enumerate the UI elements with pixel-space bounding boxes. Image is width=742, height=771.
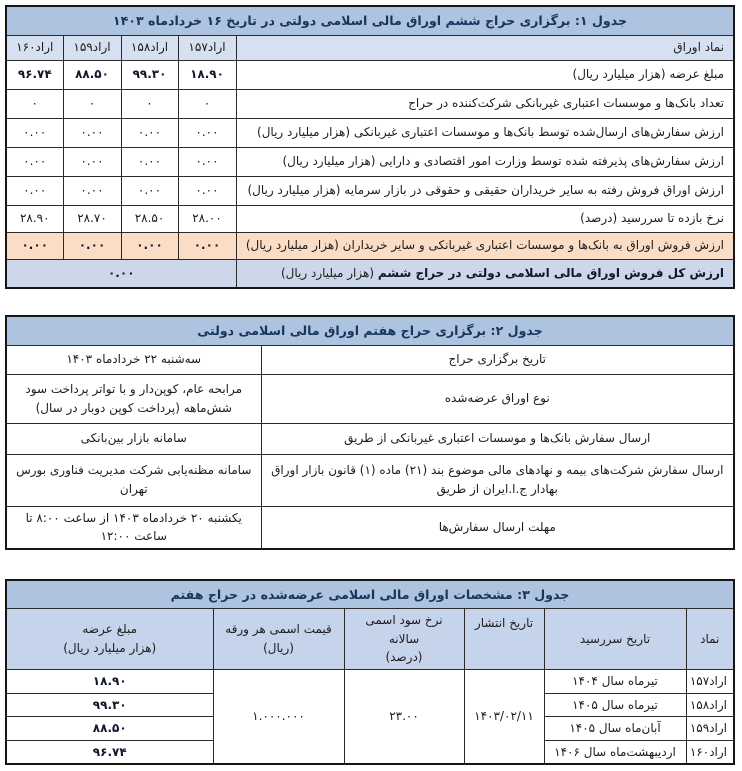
table1-title: جدول ۱: برگزاری حراج ششم اوراق مالی اسلامی دولتی در تاریخ ۱۶ خردادماه ۱۴۰۳: [6, 6, 734, 35]
row-label: ارزش سفارش‌های پذیرفته شده توسط وزارت امور اقتصادی و دارایی (هزار میلیارد ریال): [236, 147, 734, 176]
cell-value: ۱۸.۹۰: [178, 60, 236, 89]
maturity-cell: تیرماه سال ۱۴۰۴: [544, 669, 686, 693]
maturity-cell: تیرماه سال ۱۴۰۵: [544, 693, 686, 717]
header-line2: (هزار میلیارد ریال): [63, 641, 157, 656]
table3-header-row: [6, 609, 734, 670]
table-seventh-auction-info: [5, 315, 735, 550]
table1-row-sale-value-highlighted: [6, 232, 734, 259]
table1-header-row: [6, 35, 734, 60]
row-value: سه‌شنبه ۲۲ خردادماه ۱۴۰۳: [6, 345, 261, 374]
row-label: تعداد بانک‌ها و موسسات اعتباری غیربانکی شرکت‌کننده در حراج: [236, 89, 734, 118]
cell-value: ۰: [63, 89, 121, 118]
cell-value: ۰.۰۰: [63, 176, 121, 205]
cell-value: ۲۸.۵۰: [121, 205, 178, 232]
table1-column-arad160: اراد۱۶۰: [6, 35, 63, 60]
cell-value: ۰.۰۰: [6, 118, 63, 147]
header-line2: (درصد): [385, 650, 423, 665]
cell-value: ۸۸.۵۰: [63, 60, 121, 89]
table2-row-order-deadline: [6, 506, 734, 549]
table2-row-bank-order-channel: [6, 423, 734, 454]
table-seventh-auction-securities-specs: [5, 579, 735, 766]
offer-amount-cell: ۹۶.۷۴: [6, 740, 213, 764]
table1-total-row: [6, 259, 734, 288]
cell-value: ۲۸.۹۰: [6, 205, 63, 232]
header-line1: نماد: [700, 631, 720, 646]
maturity-cell: اردیبهشت‌ماه سال ۱۴۰۶: [544, 740, 686, 764]
table2-row-auction-date: [6, 345, 734, 374]
symbol-cell: اراد۱۵۸: [686, 693, 734, 717]
table3-header-maturity-date: [544, 609, 686, 670]
table2-title-row: [6, 316, 734, 345]
cell-value: ۰.۰۰: [178, 147, 236, 176]
header-line1: تاریخ سررسید: [579, 631, 651, 646]
offer-amount-cell: ۹۹.۳۰: [6, 693, 213, 717]
maturity-cell: آبان‌ماه سال ۱۴۰۵: [544, 717, 686, 741]
row-label: مهلت ارسال سفارش‌ها: [261, 506, 734, 549]
row-value: سامانه بازار بین‌بانکی: [6, 423, 261, 454]
row-value: یکشنبه ۲۰ خردادماه ۱۴۰۳ از ساعت ۸:۰۰ تا ساعت ۱۲:۰۰: [6, 506, 261, 549]
cell-value: ۰.۰۰: [121, 147, 178, 176]
table2-title: جدول ۲: برگزاری حراج هفتم اوراق مالی اسلامی دولتی: [6, 316, 734, 345]
table1-row-participant-count: [6, 89, 734, 118]
cell-value: ۰.۰۰: [6, 176, 63, 205]
cell-value: ۰.۰۰: [121, 232, 178, 259]
table3-header-offer-amount: [6, 609, 213, 670]
cell-value: ۰.۰۰: [178, 118, 236, 147]
total-label-main: ارزش کل فروش اوراق مالی اسلامی دولتی در حراج ششم: [377, 265, 724, 280]
table3-header-issue-date: [464, 609, 544, 670]
row-label: ارسال سفارش شرکت‌های بیمه و نهادهای مالی موضوع بند (۲۱) ماده (۱) قانون بازار اوراق بهادار ج.ا.ایران از طریق: [261, 454, 734, 506]
row-label: ارزش سفارش‌های ارسال‌شده توسط بانک‌ها و موسسات اعتباری غیربانکی (هزار میلیارد ریال): [236, 118, 734, 147]
offer-amount-cell: ۱۸.۹۰: [6, 669, 213, 693]
symbol-cell: اراد۱۵۹: [686, 717, 734, 741]
table2-row-institution-order-channel: [6, 454, 734, 506]
table1-row-sold-capital-market: [6, 176, 734, 205]
table3-row-arad157: [6, 669, 734, 693]
table3-title: جدول ۳: مشخصات اوراق مالی اسلامی عرضه‌شده در حراج هفتم: [6, 580, 734, 609]
cell-value: ۰.۰۰: [63, 147, 121, 176]
cell-value: ۲۸.۰۰: [178, 205, 236, 232]
table3-header-coupon-rate: [344, 609, 464, 670]
cell-value: ۹۹.۳۰: [121, 60, 178, 89]
total-label-unit: (هزار میلیارد ریال): [280, 265, 375, 280]
cell-value: ۰.۰۰: [178, 176, 236, 205]
header-line1: قیمت اسمی هر ورقه: [225, 622, 332, 637]
cell-value: ۰: [178, 89, 236, 118]
cell-value: ۰.۰۰: [6, 232, 63, 259]
header-line1: مبلغ عرضه: [82, 622, 138, 637]
cell-value: ۲۸.۷۰: [63, 205, 121, 232]
offer-amount-cell: ۸۸.۵۰: [6, 717, 213, 741]
symbol-cell: اراد۱۶۰: [686, 740, 734, 764]
table1-row-yield-to-maturity: [6, 205, 734, 232]
table1-header-symbol-label: نماد اوراق: [236, 35, 734, 60]
face-value-cell: ۱.۰۰۰.۰۰۰: [213, 669, 344, 764]
cell-value: ۰: [6, 89, 63, 118]
header-line1: نرخ سود اسمی سالانه: [365, 613, 443, 646]
header-line2: (ریال): [263, 641, 294, 656]
coupon-rate-cell: ۲۳.۰۰: [344, 669, 464, 764]
row-label: تاریخ برگزاری حراج: [261, 345, 734, 374]
cell-value: ۰.۰۰: [121, 118, 178, 147]
cell-value: ۰: [121, 89, 178, 118]
table1-row-offer-amount: [6, 60, 734, 89]
table1-row-orders-sent: [6, 118, 734, 147]
row-label: نرخ بازده تا سررسید (درصد): [236, 205, 734, 232]
table3-title-row: [6, 580, 734, 609]
cell-value: ۰.۰۰: [63, 118, 121, 147]
table2-row-security-type: [6, 374, 734, 423]
row-value: مرابحه عام، کوپن‌دار و با تواتر پرداخت سود شش‌ماهه (پرداخت کوپن دوبار در سال): [6, 374, 261, 423]
cell-value: ۹۶.۷۴: [6, 60, 63, 89]
symbol-cell: اراد۱۵۷: [686, 669, 734, 693]
cell-value: ۰.۰۰: [63, 232, 121, 259]
table1-column-arad157: اراد۱۵۷: [178, 35, 236, 60]
cell-value: ۰.۰۰: [6, 147, 63, 176]
table3-header-symbol: [686, 609, 734, 670]
cell-value: ۰.۰۰: [178, 232, 236, 259]
row-label: مبلغ عرضه (هزار میلیارد ریال): [236, 60, 734, 89]
table1-column-arad158: اراد۱۵۸: [121, 35, 178, 60]
issue-date-cell: ۱۴۰۳/۰۲/۱۱: [464, 669, 544, 764]
table-sixth-auction-results: [5, 5, 735, 289]
table1-total-label: [236, 259, 734, 288]
table1-row-orders-accepted: [6, 147, 734, 176]
header-line1: تاریخ انتشار: [474, 616, 534, 631]
row-label: ارزش اوراق فروش رفته به سایر خریداران حقیقی و حقوقی در بازار سرمایه (هزار میلیارد ریال): [236, 176, 734, 205]
row-label: نوع اوراق عرضه‌شده: [261, 374, 734, 423]
table1-total-value: ۰.۰۰: [6, 259, 236, 288]
row-label: ارزش فروش اوراق به بانک‌ها و موسسات اعتباری غیربانکی و سایر خریداران (هزار میلیارد ریال): [236, 232, 734, 259]
row-value: سامانه مظنه‌یابی شرکت مدیریت فناوری بورس تهران: [6, 454, 261, 506]
row-label: ارسال سفارش بانک‌ها و موسسات اعتباری غیربانکی از طریق: [261, 423, 734, 454]
cell-value: ۰.۰۰: [121, 176, 178, 205]
table3-header-face-value: [213, 609, 344, 670]
table1-title-row: [6, 6, 734, 35]
table1-column-arad159: اراد۱۵۹: [63, 35, 121, 60]
